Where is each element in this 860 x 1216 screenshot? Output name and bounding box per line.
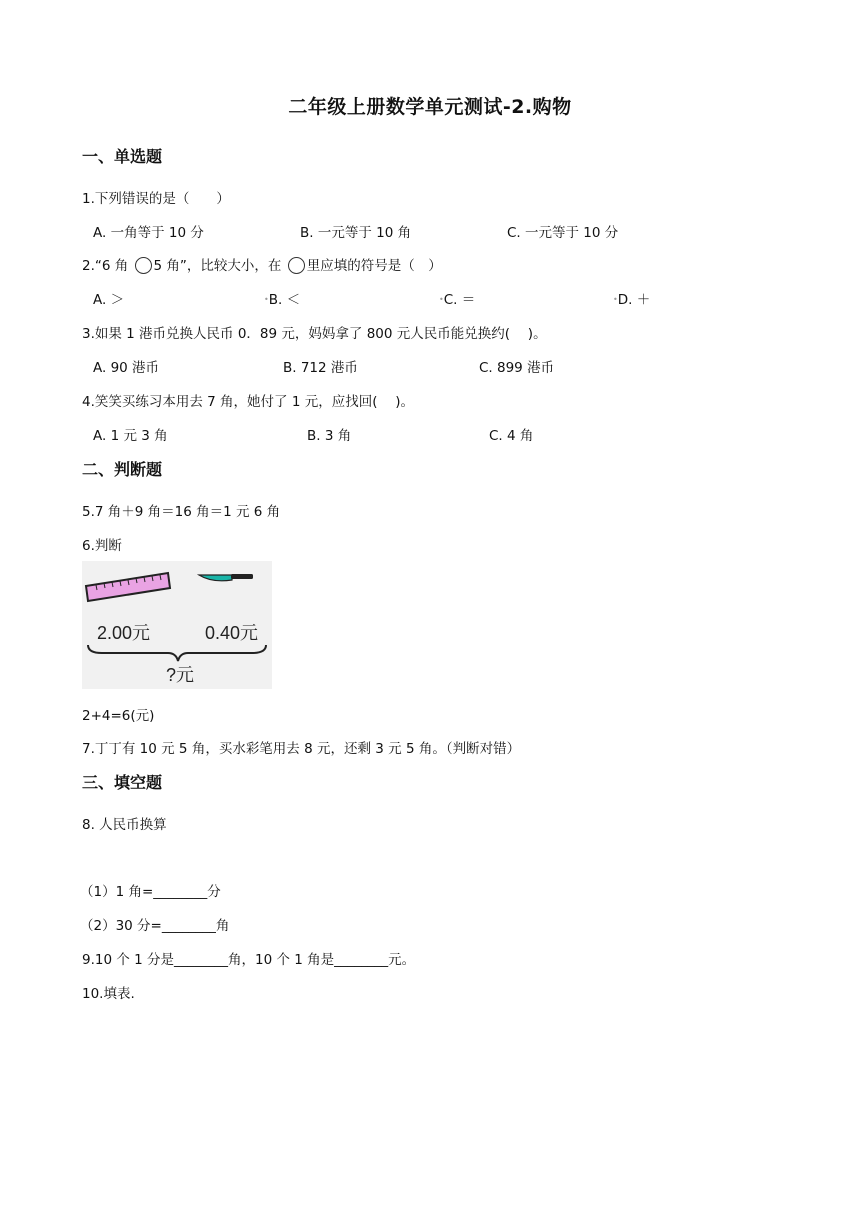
question-8-stem: 8. 人民币换算 <box>82 817 167 833</box>
question-8-part-2: （2）30 分=________角 <box>80 918 230 934</box>
section-heading-fill-blank: 三、填空题 <box>82 773 163 792</box>
bullet-dot-icon: • <box>439 295 444 304</box>
question-2-option-b-label: B. ＜ <box>268 292 301 308</box>
question-2-option-c[interactable] <box>439 288 475 308</box>
question-2-stem-part-3: 里应填的符号是（ ） <box>306 258 442 274</box>
question-2-stem-part-1: 2.“6 角 <box>82 258 133 274</box>
question-3-option-c[interactable]: C. 899 港币 <box>479 360 555 376</box>
question-8-part-1: （1）1 角=________分 <box>80 884 221 900</box>
question-2-option-d-label: D. ＋ <box>617 292 651 308</box>
page-title: 二年级上册数学单元测试-2.购物 <box>288 96 572 118</box>
question-3-option-b[interactable]: B. 712 港币 <box>283 360 358 376</box>
total-price: ?元 <box>166 665 195 685</box>
brace-icon <box>88 645 266 661</box>
comparison-circle-icon <box>288 257 305 274</box>
question-1-option-c[interactable]: C. 一元等于 10 分 <box>507 225 619 241</box>
question-7-stem: 7.丁丁有 10 元 5 角，买水彩笔用去 8 元，还剩 3 元 5 角。（判断对错） <box>82 741 521 757</box>
section-heading-true-false: 二、判断题 <box>82 460 163 479</box>
section-heading-single-choice: 一、单选题 <box>82 147 163 166</box>
question-4-option-a[interactable]: A. 1 元 3 角 <box>93 428 168 444</box>
question-5-stem: 5.7 角＋9 角＝16 角＝1 元 6 角 <box>82 504 281 520</box>
bullet-dot-icon: • <box>264 295 269 304</box>
question-3-option-a[interactable]: A. 90 港币 <box>93 360 160 376</box>
comparison-circle-icon <box>135 257 152 274</box>
question-6-equation: 2+4=6(元) <box>82 708 155 724</box>
question-1-option-a[interactable]: A. 一角等于 10 分 <box>93 225 204 241</box>
bullet-dot-icon: • <box>613 295 618 304</box>
question-9-stem: 9.10 个 1 分是________角，10 个 1 角是________元。 <box>82 952 416 968</box>
question-2-option-b[interactable] <box>264 288 300 308</box>
question-2-option-c-label: C. ＝ <box>443 292 476 308</box>
question-1-option-b[interactable]: B. 一元等于 10 角 <box>300 225 412 241</box>
question-4-option-b[interactable]: B. 3 角 <box>307 428 352 444</box>
question-10-stem: 10.填表. <box>82 986 135 1002</box>
question-3-stem: 3.如果 1 港币兑换人民币 0．89 元，妈妈拿了 800 元人民币能兑换约( )。 <box>82 326 547 342</box>
question-6-stem: 6.判断 <box>82 538 122 554</box>
question-2-stem <box>82 254 442 274</box>
knife-price: 0.40元 <box>205 623 259 643</box>
ruler-icon <box>86 573 170 601</box>
question-2-option-a[interactable]: A. ＞ <box>93 292 125 308</box>
question-6-figure <box>82 561 272 689</box>
knife-icon <box>199 574 253 581</box>
ruler-price: 2.00元 <box>97 623 151 643</box>
question-1-stem: 1.下列错误的是（ ） <box>82 191 230 207</box>
question-4-stem: 4.笑笑买练习本用去 7 角，她付了 1 元，应找回( )。 <box>82 394 415 410</box>
question-2-option-d[interactable] <box>613 288 650 308</box>
question-2-stem-part-2: 5 角”，比较大小，在 <box>153 258 286 274</box>
question-4-option-c[interactable]: C. 4 角 <box>489 428 534 444</box>
